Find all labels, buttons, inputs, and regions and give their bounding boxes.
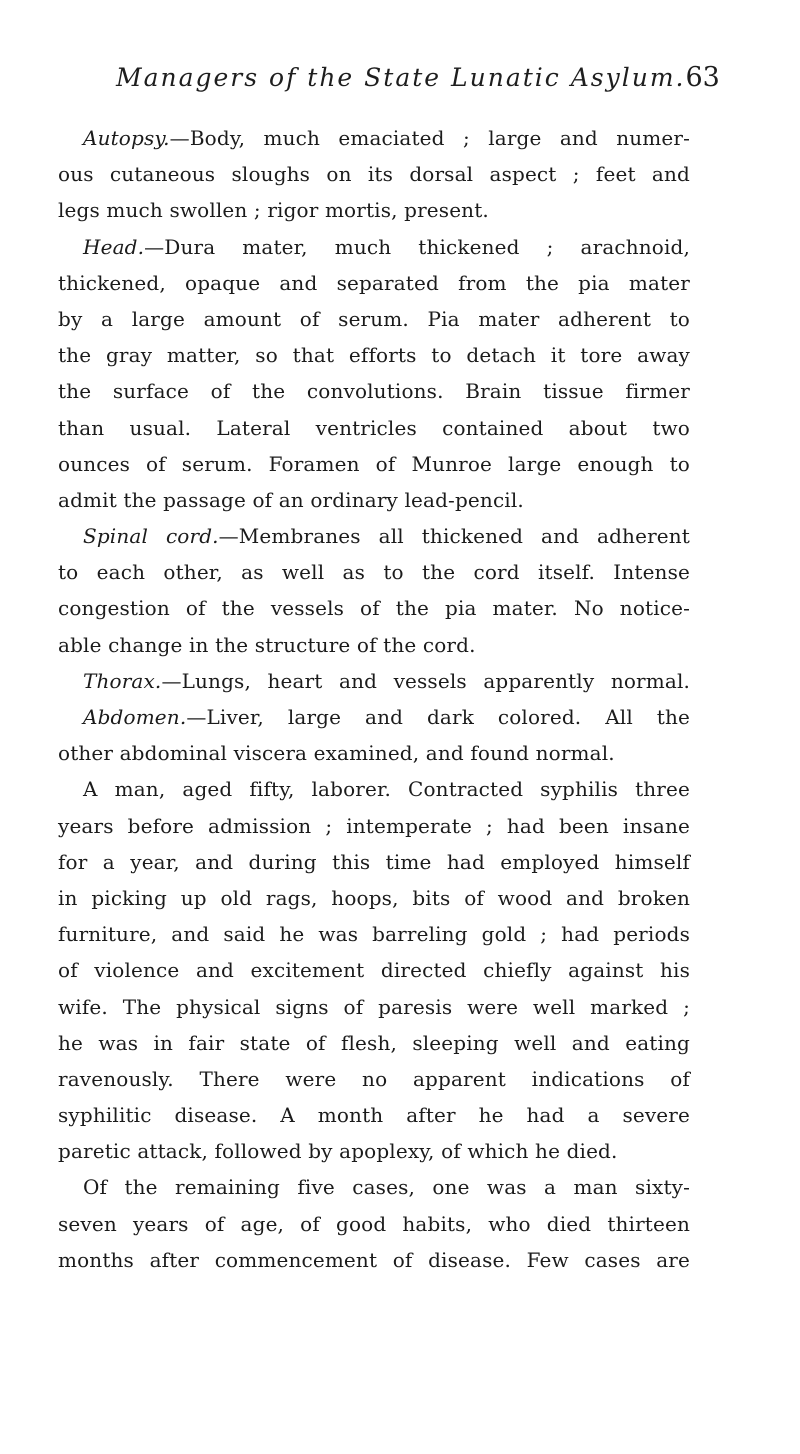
- section-heading: Spinal cord.: [83, 524, 219, 549]
- line-text: he was in fair state of flesh, sleeping well and eating: [58, 1030, 690, 1055]
- text-line: [58, 156, 690, 192]
- text-line: [58, 590, 690, 626]
- line-text: ravenously. There were no apparent indications of: [58, 1066, 690, 1091]
- line-text: than usual. Lateral ventricles contained about two: [58, 415, 690, 440]
- text-line: [58, 1133, 690, 1169]
- text-line: [58, 916, 690, 952]
- line-text: of violence and excitement directed chiefly against his: [58, 958, 690, 983]
- line-text: wife. The physical signs of paresis were well marked ;: [58, 994, 690, 1019]
- text-line: [58, 301, 690, 337]
- text-line: [58, 446, 690, 482]
- section-heading: Thorax.: [83, 668, 162, 693]
- line-text: syphilitic disease. A month after he had a severe: [58, 1103, 690, 1128]
- line-text: —Dura mater, much thickened ; arachnoid,: [144, 234, 690, 259]
- text-line: [58, 771, 690, 807]
- text-line: [58, 482, 690, 518]
- text-line: [58, 373, 690, 409]
- section-heading: Abdomen.: [83, 705, 187, 729]
- text-line: [58, 229, 690, 265]
- text-line: [58, 518, 690, 554]
- text-line: [58, 1025, 690, 1061]
- text-line: [58, 663, 690, 699]
- line-text: months after commencement of disease. Few cases are: [58, 1247, 690, 1272]
- line-text: admit the passage of an ordinary lead-pencil.: [58, 487, 524, 512]
- text-line: [58, 735, 690, 771]
- running-head: [116, 62, 720, 102]
- line-text: other abdominal viscera examined, and found normal.: [58, 741, 615, 766]
- line-text: —Membranes all thickened and adherent: [218, 524, 690, 549]
- line-text: ous cutaneous sloughs on its dorsal aspect ; feet and: [58, 162, 690, 187]
- line-text: furniture, and said he was barreling gold ; had periods: [58, 922, 690, 947]
- text-line: [58, 1206, 690, 1242]
- text-line: [58, 989, 690, 1025]
- line-text: congestion of the vessels of the pia mater. No notice-: [58, 596, 690, 621]
- text-line: [58, 120, 690, 156]
- text-line: [58, 410, 690, 446]
- line-text: in picking up old rags, hoops, bits of wood and broken: [58, 885, 690, 910]
- line-text: thickened, opaque and separated from the pia mater: [58, 270, 690, 295]
- text-line: [58, 699, 690, 735]
- line-text: for a year, and during this time had employed himself: [58, 849, 690, 874]
- line-text: by a large amount of serum. Pia mater adherent to: [58, 306, 690, 331]
- line-text: A man, aged fifty, laborer. Contracted syphilis three: [83, 777, 690, 802]
- line-text: the surface of the convolutions. Brain tissue firmer: [58, 379, 690, 404]
- page-number: 63: [685, 62, 720, 93]
- text-line: [58, 337, 690, 373]
- line-text: years before admission ; intemperate ; had been insane: [58, 813, 690, 838]
- line-text: seven years of age, of good habits, who died thirteen: [58, 1211, 690, 1236]
- text-line: [58, 1061, 690, 1097]
- text-line: [58, 952, 690, 988]
- text-line: [58, 627, 690, 663]
- line-text: Of the remaining five cases, one was a man sixty-: [83, 1175, 690, 1200]
- line-text: to each other, as well as to the cord itself. Intense: [58, 560, 690, 585]
- section-heading: Head.: [83, 234, 145, 259]
- line-text: legs much swollen ; rigor mortis, present.: [58, 198, 489, 223]
- line-text: —Liver, large and dark colored. All the: [186, 705, 690, 729]
- section-heading: Autopsy.: [83, 126, 170, 150]
- text-line: [58, 1242, 690, 1278]
- line-text: —Lungs, heart and vessels apparently normal.: [161, 668, 690, 693]
- text-line: [58, 880, 690, 916]
- body-text: [58, 120, 690, 1278]
- line-text: able change in the structure of the cord.: [58, 632, 476, 657]
- text-line: [58, 808, 690, 844]
- line-text: ounces of serum. Foramen of Munroe large enough to: [58, 451, 690, 476]
- running-title: Managers of the State Lunatic Asylum.: [116, 63, 686, 92]
- line-text: the gray matter, so that efforts to detach it tore away: [58, 343, 690, 368]
- text-line: [58, 1169, 690, 1205]
- text-line: [58, 554, 690, 590]
- line-text: paretic attack, followed by apoplexy, of which he died.: [58, 1139, 618, 1164]
- text-line: [58, 844, 690, 880]
- text-line: [58, 265, 690, 301]
- line-text: —Body, much emaciated ; large and numer-: [169, 126, 690, 150]
- text-line: [58, 192, 690, 228]
- text-line: [58, 1097, 690, 1133]
